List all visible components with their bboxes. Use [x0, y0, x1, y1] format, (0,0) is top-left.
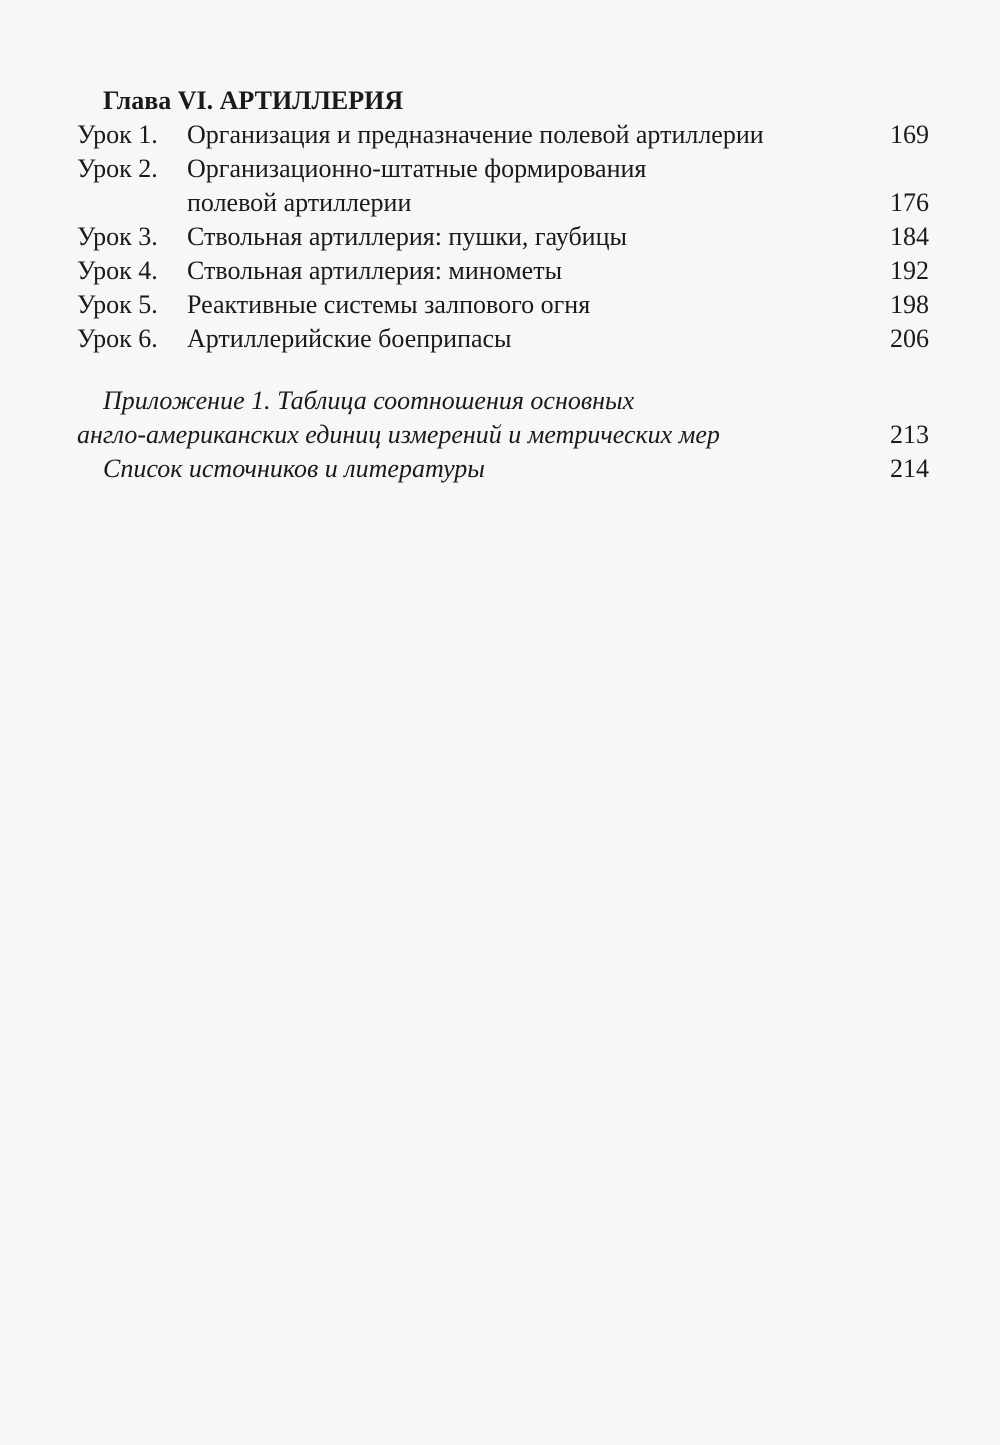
page-number: 184	[890, 222, 929, 251]
lesson-title-line: Организационно-штатные формирования	[187, 154, 647, 183]
page-number: 169	[890, 120, 929, 149]
page-number: 198	[890, 290, 929, 319]
toc-entry-lesson-4	[77, 254, 929, 288]
lesson-title	[187, 220, 929, 254]
lesson-title-line: Ствольная артиллерия: пушки, гаубицы	[187, 222, 627, 251]
toc-entry-lesson-6	[77, 322, 929, 356]
lesson-title	[187, 118, 929, 152]
lesson-title	[187, 322, 929, 356]
lesson-title	[187, 152, 929, 220]
appendix-title-line: англо-американских единиц измерений и метрических мер	[77, 420, 720, 449]
appendix-title-line: Приложение 1. Таблица соотношения основных	[103, 386, 635, 415]
page-number: 206	[890, 324, 929, 353]
lesson-number: Урок 5.	[77, 290, 158, 319]
lesson-title-line: Ствольная артиллерия: минометы	[187, 256, 563, 285]
toc-entry-lesson-3	[77, 220, 929, 254]
page-number: 192	[890, 256, 929, 285]
chapter-heading: Глава VI. АРТИЛЛЕРИЯ	[103, 86, 404, 115]
page-number: 176	[890, 188, 929, 217]
lesson-number: Урок 3.	[77, 222, 158, 251]
lesson-title-line: Реактивные системы залпового огня	[187, 290, 591, 319]
toc-entry-lesson-1	[77, 118, 929, 152]
toc-entry-sources	[77, 452, 929, 486]
toc-entry-lesson-5	[77, 288, 929, 322]
sources-title: Список источников и литературы	[103, 454, 485, 483]
lesson-number: Урок 2.	[77, 154, 158, 183]
toc-entry-lesson-2	[77, 152, 929, 220]
appendix-block	[77, 384, 929, 486]
page-number: 214	[890, 454, 929, 483]
lesson-title-line: Артиллерийские боеприпасы	[187, 324, 512, 353]
lesson-title	[187, 288, 929, 322]
table-of-contents	[77, 84, 929, 486]
lesson-number: Урок 6.	[77, 324, 158, 353]
toc-entry-appendix-1	[77, 384, 929, 452]
lesson-title-line: полевой артиллерии	[187, 188, 412, 217]
lesson-number: Урок 4.	[77, 256, 158, 285]
page-number: 213	[890, 420, 929, 449]
lesson-title-line: Организация и предназначение полевой артиллерии	[187, 120, 764, 149]
lesson-title	[187, 254, 929, 288]
lesson-number: Урок 1.	[77, 120, 158, 149]
